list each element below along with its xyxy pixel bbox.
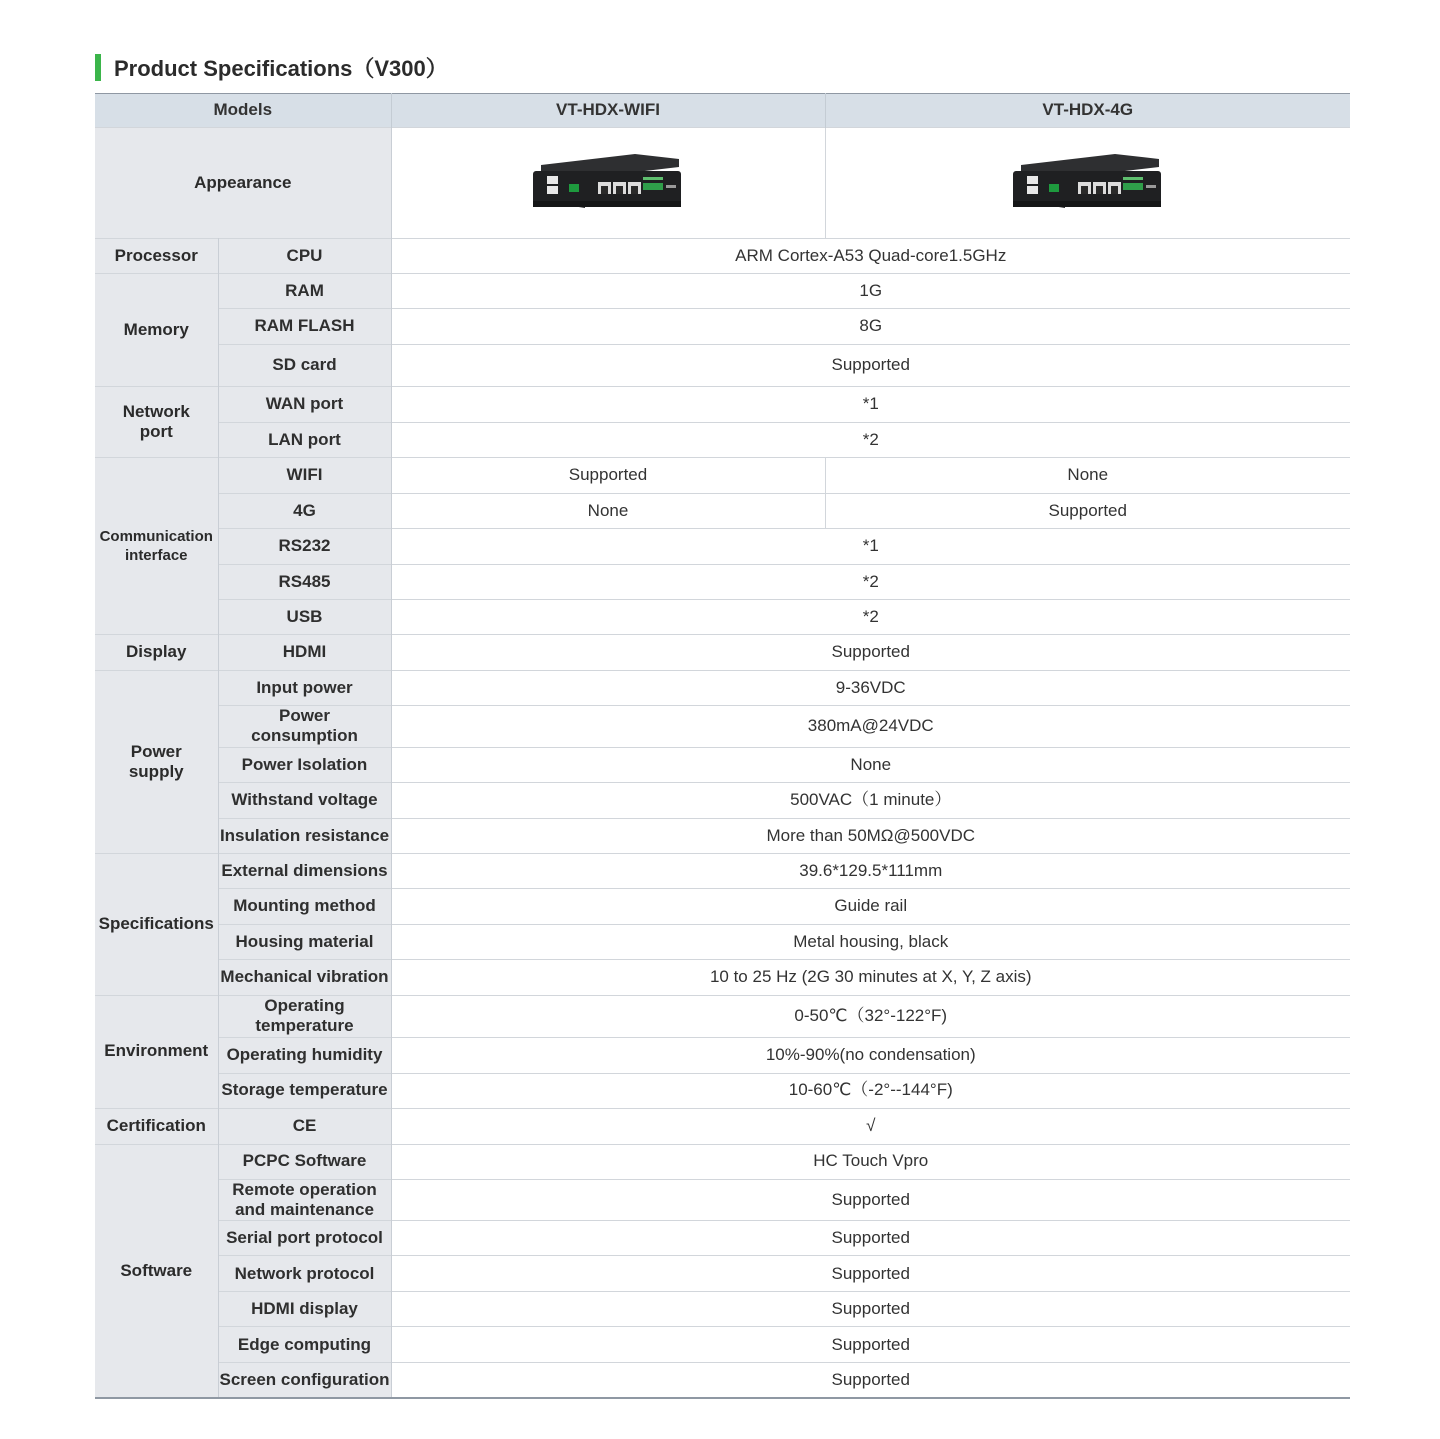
heading-accent-bar <box>95 54 101 81</box>
row-label-4g: 4G <box>218 494 391 529</box>
row-label-mechanical-vibration: Mechanical vibration <box>218 959 391 995</box>
row-label-storage-temperature: Storage temperature <box>218 1073 391 1108</box>
group-network-port: Network port <box>95 387 218 458</box>
row-label-insulation-resistance: Insulation resistance <box>218 818 391 853</box>
table-row <box>95 782 1350 818</box>
table-row <box>95 671 1350 706</box>
row-value-operating-humidity: 10%-90%(no condensation) <box>391 1037 1350 1073</box>
table-row <box>95 888 1350 924</box>
row-label-cpu: CPU <box>218 239 391 274</box>
row-value-screen-configuration: Supported <box>391 1363 1350 1398</box>
row-label-pcpc-software: PCPC Software <box>218 1144 391 1179</box>
group-display: Display <box>95 635 218 671</box>
row-value-wifi-a: Supported <box>391 458 825 494</box>
table-row <box>95 818 1350 853</box>
row-label-rs485: RS485 <box>218 565 391 600</box>
row-label-edge-computing: Edge computing <box>218 1327 391 1363</box>
table-row <box>95 635 1350 671</box>
group-environment: Environment <box>95 995 218 1108</box>
row-label-withstand-voltage: Withstand voltage <box>218 782 391 818</box>
table-row <box>95 853 1350 888</box>
row-value-wan-port: *1 <box>391 387 1350 423</box>
row-label-ram: RAM <box>218 274 391 309</box>
table-row <box>95 309 1350 345</box>
row-label-input-power: Input power <box>218 671 391 706</box>
row-label-mounting-method: Mounting method <box>218 888 391 924</box>
device-image-a <box>391 128 825 239</box>
table-row <box>95 494 1350 529</box>
group-power-supply: Power supply <box>95 671 218 854</box>
row-label-hdmi: HDMI <box>218 635 391 671</box>
row-label-wan-port: WAN port <box>218 387 391 423</box>
row-value-storage-temperature: 10-60℃（-2°--144°F) <box>391 1073 1350 1108</box>
table-row <box>95 1037 1350 1073</box>
row-value-cpu: ARM Cortex-A53 Quad-core1.5GHz <box>391 239 1350 274</box>
table-row <box>95 458 1350 494</box>
row-value-hdmi: Supported <box>391 635 1350 671</box>
device-image-b <box>825 128 1350 239</box>
row-value-serial-port-protocol: Supported <box>391 1221 1350 1256</box>
table-row <box>95 1179 1350 1221</box>
table-row <box>95 565 1350 600</box>
table-row <box>95 1221 1350 1256</box>
row-value-power-isolation: None <box>391 747 1350 782</box>
header-row <box>95 94 1350 128</box>
row-value-ram-flash: 8G <box>391 309 1350 345</box>
table-row <box>95 1108 1350 1144</box>
table-row <box>95 529 1350 565</box>
row-value-mechanical-vibration: 10 to 25 Hz (2G 30 minutes at X, Y, Z axis) <box>391 959 1350 995</box>
row-value-power-consumption: 380mA@24VDC <box>391 706 1350 748</box>
appearance-row <box>95 128 1350 239</box>
row-label-serial-port-protocol: Serial port protocol <box>218 1221 391 1256</box>
row-value-rs485: *2 <box>391 565 1350 600</box>
device-image-a-svg <box>533 153 683 213</box>
row-value-4g-b: Supported <box>825 494 1350 529</box>
table-row <box>95 600 1350 635</box>
table-row <box>95 1144 1350 1179</box>
table-row <box>95 1327 1350 1363</box>
table-row <box>95 423 1350 458</box>
row-label-external-dimensions: External dimensions <box>218 853 391 888</box>
row-label-screen-configuration: Screen configuration <box>218 1363 391 1398</box>
row-label-ram-flash: RAM FLASH <box>218 309 391 345</box>
row-label-hdmi-display: HDMI display <box>218 1292 391 1327</box>
device-image-b-svg <box>1013 153 1163 213</box>
table-row <box>95 239 1350 274</box>
group-memory: Memory <box>95 274 218 387</box>
row-value-withstand-voltage: 500VAC（1 minute） <box>391 782 1350 818</box>
row-value-usb: *2 <box>391 600 1350 635</box>
table-row <box>95 959 1350 995</box>
table-row <box>95 706 1350 748</box>
table-row <box>95 747 1350 782</box>
row-label-ce: CE <box>218 1108 391 1144</box>
row-value-pcpc-software: HC Touch Vpro <box>391 1144 1350 1179</box>
row-label-sd-card: SD card <box>218 345 391 387</box>
table-row <box>95 387 1350 423</box>
table-row <box>95 1363 1350 1398</box>
row-value-4g-a: None <box>391 494 825 529</box>
row-label-wifi: WIFI <box>218 458 391 494</box>
group-certification: Certification <box>95 1108 218 1144</box>
model-b-header: VT-HDX-4G <box>825 94 1350 128</box>
row-label-usb: USB <box>218 600 391 635</box>
row-value-input-power: 9-36VDC <box>391 671 1350 706</box>
table-row <box>95 1256 1350 1292</box>
spec-table <box>95 93 1350 1399</box>
row-label-remote-operation: Remote operation and maintenance <box>218 1179 391 1221</box>
row-value-ce: √ <box>391 1108 1350 1144</box>
group-processor: Processor <box>95 239 218 274</box>
row-label-lan-port: LAN port <box>218 423 391 458</box>
row-value-lan-port: *2 <box>391 423 1350 458</box>
row-value-network-protocol: Supported <box>391 1256 1350 1292</box>
row-value-edge-computing: Supported <box>391 1327 1350 1363</box>
row-value-sd-card: Supported <box>391 345 1350 387</box>
row-value-insulation-resistance: More than 50MΩ@500VDC <box>391 818 1350 853</box>
row-value-operating-temperature: 0-50℃（32°-122°F) <box>391 995 1350 1037</box>
group-software: Software <box>95 1144 218 1398</box>
table-row <box>95 995 1350 1037</box>
row-value-housing-material: Metal housing, black <box>391 924 1350 959</box>
row-value-ram: 1G <box>391 274 1350 309</box>
row-label-network-protocol: Network protocol <box>218 1256 391 1292</box>
row-value-hdmi-display: Supported <box>391 1292 1350 1327</box>
row-value-remote-operation: Supported <box>391 1179 1350 1221</box>
table-row <box>95 345 1350 387</box>
row-value-rs232: *1 <box>391 529 1350 565</box>
row-label-power-isolation: Power Isolation <box>218 747 391 782</box>
table-row <box>95 1073 1350 1108</box>
row-label-housing-material: Housing material <box>218 924 391 959</box>
group-specifications: Specifications <box>95 853 218 995</box>
section-heading <box>95 54 448 81</box>
row-value-mounting-method: Guide rail <box>391 888 1350 924</box>
row-label-operating-humidity: Operating humidity <box>218 1037 391 1073</box>
row-value-wifi-b: None <box>825 458 1350 494</box>
model-a-header: VT-HDX-WIFI <box>391 94 825 128</box>
table-row <box>95 274 1350 309</box>
row-label-operating-temperature: Operating temperature <box>218 995 391 1037</box>
row-label-power-consumption: Power consumption <box>218 706 391 748</box>
models-header: Models <box>95 94 391 128</box>
row-label-rs232: RS232 <box>218 529 391 565</box>
table-row <box>95 1292 1350 1327</box>
table-row <box>95 924 1350 959</box>
page-title: Product Specifications（V300） <box>114 56 448 81</box>
row-value-external-dimensions: 39.6*129.5*111mm <box>391 853 1350 888</box>
group-communication-interface: Communication interface <box>95 458 218 635</box>
appearance-label: Appearance <box>95 128 391 239</box>
